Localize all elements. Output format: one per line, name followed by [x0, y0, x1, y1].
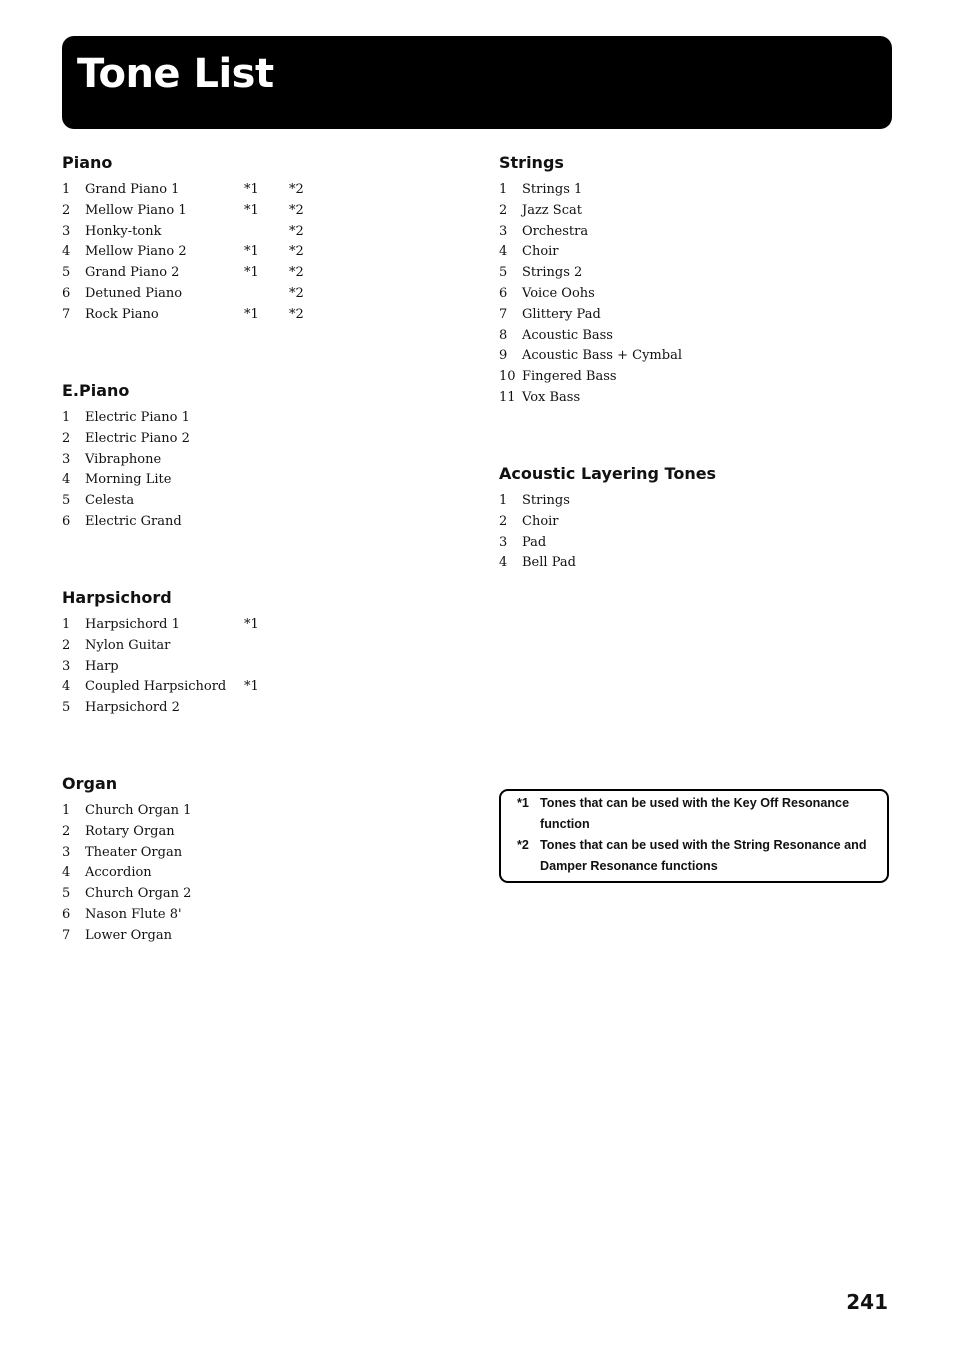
tone-number: 2 — [62, 637, 71, 653]
tone-row — [62, 285, 304, 306]
marker-1: *1 — [244, 265, 259, 281]
title-banner — [62, 36, 892, 129]
tone-name: Bell Pad — [522, 555, 576, 571]
tone-number: 4 — [499, 244, 508, 260]
tone-number: 2 — [499, 202, 508, 218]
marker-1: *1 — [244, 202, 259, 218]
tone-number: 5 — [62, 886, 71, 902]
tone-row — [499, 264, 583, 285]
tone-name: Coupled Harpsichord — [85, 679, 227, 695]
tone-name: Acoustic Bass + Cymbal — [522, 348, 682, 364]
tone-name: Vibraphone — [85, 451, 162, 467]
tone-row — [62, 451, 162, 472]
tone-name: Mellow Piano 1 — [85, 202, 187, 218]
tone-name: Church Organ 2 — [85, 886, 192, 902]
tone-name: Lower Organ — [85, 927, 172, 943]
footnote-box — [499, 789, 889, 883]
marker-1: *1 — [244, 306, 259, 322]
tone-number: 1 — [62, 182, 71, 197]
tone-row — [499, 492, 716, 513]
tone-name: Harpsichord 2 — [85, 700, 180, 716]
tone-list — [62, 409, 190, 534]
tone-row — [62, 823, 175, 844]
marker-2: *2 — [289, 285, 304, 301]
tone-name: Theater Organ — [85, 844, 183, 860]
tone-row — [62, 471, 172, 492]
tone-row — [499, 347, 682, 368]
section-piano — [62, 153, 304, 327]
section-heading: Organ — [62, 774, 118, 793]
tone-row — [62, 699, 180, 720]
tone-number: 3 — [62, 223, 71, 239]
tone-name: Celesta — [85, 493, 135, 509]
marker-1: *1 — [244, 679, 259, 695]
tone-row — [62, 430, 190, 451]
tone-row — [62, 513, 182, 534]
tone-row — [62, 658, 172, 679]
tone-name: Electric Grand — [85, 513, 182, 529]
tone-name: Electric Piano 2 — [85, 430, 190, 446]
tone-row — [499, 327, 613, 348]
tone-name: Harp — [85, 658, 119, 674]
tone-name: Vox Bass — [522, 389, 581, 405]
section-organ — [62, 774, 192, 948]
tone-row — [499, 306, 601, 327]
marker-2: *2 — [289, 223, 304, 239]
page-number: 241 — [846, 1290, 888, 1314]
tone-row — [62, 181, 304, 202]
tone-row — [62, 864, 152, 885]
tone-name: Harpsichord 1 — [85, 617, 180, 632]
tone-number: 6 — [62, 285, 71, 301]
tone-row — [499, 181, 583, 202]
tone-number: 7 — [499, 306, 508, 322]
tone-number: 3 — [62, 844, 71, 860]
tone-row — [62, 637, 172, 658]
marker-2: *2 — [289, 202, 304, 218]
tone-name: Pad — [522, 534, 547, 550]
tone-number: 1 — [499, 182, 508, 197]
tone-row — [62, 306, 304, 327]
tone-number: 1 — [62, 803, 71, 818]
tone-number: 1 — [62, 617, 71, 632]
tone-number: 6 — [499, 285, 508, 301]
tone-number: 3 — [499, 534, 508, 550]
footnote-text: Tones that can be used with the String Resonance and Damper Resonance functions — [540, 838, 867, 873]
tone-number: 10 — [499, 369, 516, 385]
tone-row — [62, 243, 304, 264]
section-strings — [499, 153, 682, 410]
tone-name: Voice Oohs — [522, 285, 595, 301]
tone-row — [62, 927, 172, 948]
tone-number: 1 — [499, 493, 508, 508]
tone-row — [499, 534, 716, 555]
tone-number: 8 — [499, 327, 508, 343]
footnote-text: Tones that can be used with the Key Off Resonance function — [540, 796, 850, 831]
tone-number: 3 — [499, 223, 508, 239]
tone-row — [499, 202, 582, 223]
section-epiano — [62, 381, 190, 534]
tone-list — [62, 616, 259, 720]
tone-number: 2 — [62, 202, 71, 218]
tone-number: 5 — [62, 493, 71, 509]
tone-name: Jazz Scat — [522, 202, 582, 218]
tone-number: 2 — [499, 513, 508, 529]
tone-row — [62, 802, 192, 823]
section-acoustic-layering — [499, 464, 716, 575]
tone-row — [62, 223, 304, 244]
tone-number: 9 — [499, 348, 508, 364]
tone-number: 2 — [62, 823, 71, 839]
tone-name: Honky-tonk — [85, 223, 162, 239]
tone-name: Mellow Piano 2 — [85, 244, 187, 260]
section-heading: E.Piano — [62, 381, 130, 400]
section-heading: Piano — [62, 153, 113, 172]
tone-row — [62, 885, 192, 906]
section-harpsichord — [62, 588, 259, 720]
marker-2: *2 — [289, 244, 304, 260]
tone-name: Nylon Guitar — [85, 637, 171, 653]
tone-name: Detuned Piano — [85, 285, 183, 301]
tone-list — [62, 802, 192, 948]
tone-number: 6 — [62, 513, 71, 529]
tone-row — [62, 616, 259, 637]
marker-1: *1 — [244, 182, 259, 197]
tone-name: Orchestra — [522, 223, 589, 239]
tone-number: 5 — [62, 700, 71, 716]
tone-row — [62, 844, 183, 865]
marker-1: *1 — [244, 617, 259, 632]
tone-name: Church Organ 1 — [85, 803, 192, 818]
tone-number: 6 — [62, 906, 71, 922]
tone-number: 1 — [62, 410, 71, 425]
tone-name: Morning Lite — [85, 472, 172, 488]
tone-row — [499, 223, 589, 244]
tone-name: Fingered Bass — [522, 369, 617, 385]
tone-name: Accordion — [85, 865, 152, 881]
tone-row — [62, 202, 304, 223]
section-heading: Harpsichord — [62, 588, 172, 607]
tone-name: Rock Piano — [85, 306, 159, 322]
footnote-mark: *1 — [517, 796, 529, 810]
tone-number: 4 — [62, 244, 71, 260]
tone-row — [499, 554, 716, 575]
tone-number: 4 — [62, 865, 71, 881]
tone-name: Grand Piano 2 — [85, 265, 180, 281]
tone-row — [499, 513, 716, 534]
tone-name: Choir — [522, 244, 559, 260]
marker-2: *2 — [289, 182, 304, 197]
tone-number: 7 — [62, 306, 71, 322]
tone-name: Strings — [522, 493, 570, 508]
tone-number: 4 — [62, 679, 71, 695]
tone-list — [62, 181, 304, 327]
tone-row — [62, 409, 190, 430]
tone-name: Electric Piano 1 — [85, 410, 190, 425]
tone-name: Glittery Pad — [522, 306, 601, 322]
tone-row — [62, 264, 304, 285]
marker-2: *2 — [289, 265, 304, 281]
tone-row — [62, 492, 135, 513]
tone-number: 3 — [62, 658, 71, 674]
page-title: Tone List — [77, 51, 274, 97]
tone-number: 2 — [62, 430, 71, 446]
tone-name: Rotary Organ — [85, 823, 175, 839]
tone-name: Strings 2 — [522, 265, 583, 281]
tone-name: Acoustic Bass — [522, 327, 613, 343]
section-heading: Acoustic Layering Tones — [499, 464, 717, 483]
tone-number: 4 — [499, 555, 508, 571]
tone-name: Grand Piano 1 — [85, 182, 180, 197]
tone-name: Strings 1 — [522, 182, 583, 197]
tone-row — [499, 389, 581, 410]
tone-row — [62, 906, 182, 927]
tone-number: 7 — [62, 927, 71, 943]
tone-row — [499, 368, 617, 389]
tone-number: 5 — [499, 265, 508, 281]
tone-name: Choir — [522, 513, 559, 529]
tone-number: 11 — [499, 389, 516, 405]
marker-2: *2 — [289, 306, 304, 322]
section-heading: Strings — [499, 153, 564, 172]
tone-name: Nason Flute 8' — [85, 906, 182, 922]
tone-number: 5 — [62, 265, 71, 281]
tone-row — [499, 243, 564, 264]
tone-row — [499, 285, 595, 306]
tone-number: 4 — [62, 472, 71, 488]
tone-list — [499, 492, 716, 575]
tone-number: 3 — [62, 451, 71, 467]
tone-list — [499, 181, 682, 410]
marker-1: *1 — [244, 244, 259, 260]
tone-row — [62, 678, 259, 699]
footnote-mark: *2 — [517, 838, 529, 852]
